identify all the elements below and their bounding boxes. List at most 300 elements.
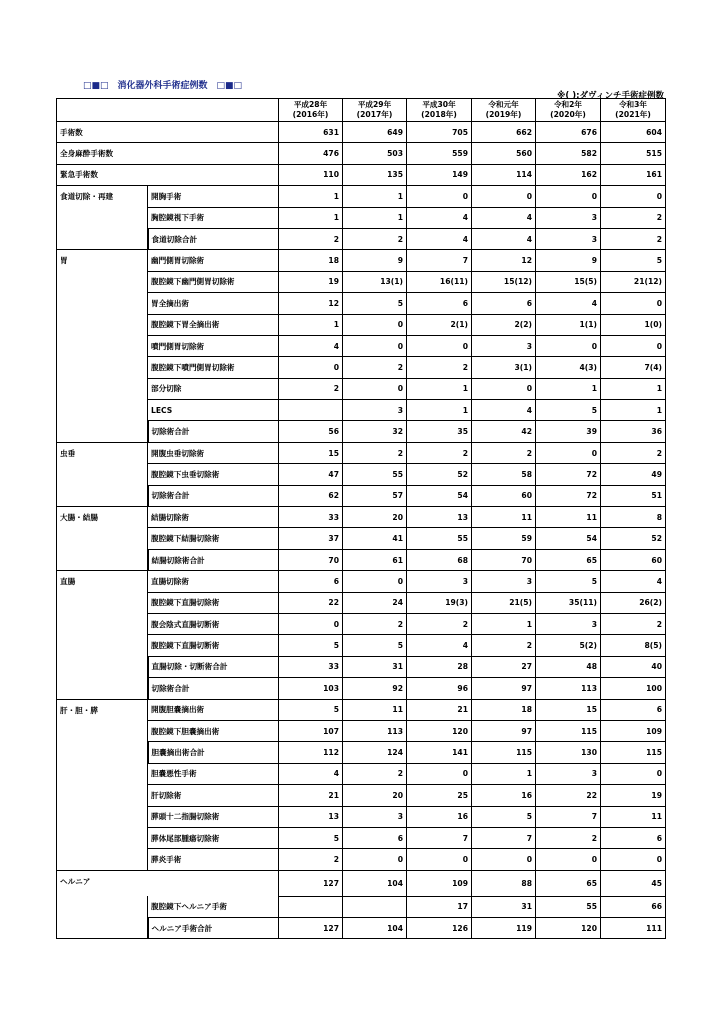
table-row bbox=[57, 293, 666, 314]
value-cell: 114 bbox=[472, 164, 536, 185]
value-cell: 2 bbox=[601, 228, 666, 249]
value-cell: 3 bbox=[536, 207, 601, 228]
item-label: 噴門側胃切除術 bbox=[148, 335, 279, 356]
value-cell: 66 bbox=[601, 896, 666, 917]
value-cell: 0 bbox=[601, 293, 666, 314]
year-era: 令和3年 bbox=[618, 99, 648, 109]
value-cell: 4 bbox=[407, 228, 472, 249]
item-label: 胃全摘出術 bbox=[148, 293, 279, 314]
value-cell: 135 bbox=[343, 164, 407, 185]
value-cell: 649 bbox=[343, 122, 407, 143]
value-cell: 5 bbox=[279, 827, 343, 848]
value-cell: 48 bbox=[536, 656, 601, 677]
value-cell: 162 bbox=[536, 164, 601, 185]
value-cell: 2 bbox=[407, 613, 472, 634]
value-cell: 559 bbox=[407, 143, 472, 164]
year-header bbox=[472, 99, 536, 122]
value-cell: 15(5) bbox=[536, 271, 601, 292]
value-cell: 6 bbox=[279, 571, 343, 592]
year-western: (2021年) bbox=[615, 110, 651, 119]
value-cell: 7 bbox=[472, 827, 536, 848]
item-label: 腹腔鏡下ヘルニア手術 bbox=[148, 896, 279, 917]
table-row bbox=[57, 485, 666, 506]
value-cell: 4 bbox=[601, 571, 666, 592]
value-cell: 2 bbox=[472, 442, 536, 463]
value-cell: 2 bbox=[601, 442, 666, 463]
year-header bbox=[343, 99, 407, 122]
value-cell: 60 bbox=[472, 485, 536, 506]
value-cell: 476 bbox=[279, 143, 343, 164]
table-row bbox=[57, 357, 666, 378]
value-cell: 72 bbox=[536, 464, 601, 485]
value-cell: 1 bbox=[601, 400, 666, 421]
value-cell: 55 bbox=[343, 464, 407, 485]
value-cell: 27 bbox=[472, 656, 536, 677]
table-row bbox=[57, 849, 666, 870]
page-title: □■□ 消化器外科手術症例数 □■□ bbox=[83, 81, 243, 91]
value-cell: 0 bbox=[407, 849, 472, 870]
item-label: 腹腔鏡下虫垂切除術 bbox=[148, 464, 279, 485]
value-cell: 2 bbox=[536, 827, 601, 848]
value-cell: 111 bbox=[601, 917, 666, 938]
value-cell: 4 bbox=[279, 763, 343, 784]
value-cell: 0 bbox=[601, 763, 666, 784]
value-cell: 662 bbox=[472, 122, 536, 143]
value-cell: 515 bbox=[601, 143, 666, 164]
value-cell: 21 bbox=[407, 699, 472, 720]
value-cell: 68 bbox=[407, 549, 472, 570]
item-label: 切除術合計 bbox=[148, 421, 279, 442]
value-cell: 96 bbox=[407, 678, 472, 699]
value-cell: 0 bbox=[407, 186, 472, 207]
surgery-count-table bbox=[56, 98, 666, 939]
value-cell: 58 bbox=[472, 464, 536, 485]
value-cell bbox=[279, 896, 343, 917]
value-cell: 3 bbox=[536, 228, 601, 249]
value-cell: 5 bbox=[601, 250, 666, 271]
value-cell: 127 bbox=[279, 917, 343, 938]
item-label: 腹腔鏡下直腸切除術 bbox=[148, 592, 279, 613]
item-label: 胆嚢摘出術合計 bbox=[148, 742, 279, 763]
year-western: (2020年) bbox=[550, 110, 586, 119]
value-cell: 4(3) bbox=[536, 357, 601, 378]
value-cell: 149 bbox=[407, 164, 472, 185]
year-era: 平成30年 bbox=[422, 99, 456, 109]
value-cell: 28 bbox=[407, 656, 472, 677]
row-label: 緊急手術数 bbox=[57, 164, 279, 185]
table-row bbox=[57, 720, 666, 741]
table-row bbox=[57, 896, 666, 917]
value-cell: 3 bbox=[472, 571, 536, 592]
value-cell: 36 bbox=[601, 421, 666, 442]
value-cell: 112 bbox=[279, 742, 343, 763]
group-label: 肝・胆・膵 bbox=[57, 699, 148, 870]
value-cell: 52 bbox=[407, 464, 472, 485]
table-row bbox=[57, 870, 666, 896]
value-cell: 25 bbox=[407, 785, 472, 806]
value-cell: 11 bbox=[343, 699, 407, 720]
value-cell: 2 bbox=[407, 357, 472, 378]
value-cell: 503 bbox=[343, 143, 407, 164]
value-cell: 26(2) bbox=[601, 592, 666, 613]
table-row bbox=[57, 699, 666, 720]
value-cell: 4 bbox=[407, 207, 472, 228]
value-cell: 3 bbox=[343, 806, 407, 827]
value-cell: 15(12) bbox=[472, 271, 536, 292]
table-row bbox=[57, 656, 666, 677]
table-row bbox=[57, 763, 666, 784]
header-blank bbox=[57, 99, 279, 122]
value-cell: 4 bbox=[472, 207, 536, 228]
value-cell: 51 bbox=[601, 485, 666, 506]
value-cell: 2 bbox=[343, 228, 407, 249]
value-cell: 0 bbox=[536, 849, 601, 870]
value-cell: 92 bbox=[343, 678, 407, 699]
value-cell: 88 bbox=[472, 870, 536, 896]
value-cell: 5 bbox=[343, 293, 407, 314]
value-cell: 0 bbox=[472, 186, 536, 207]
value-cell: 110 bbox=[279, 164, 343, 185]
value-cell: 4 bbox=[279, 335, 343, 356]
value-cell: 120 bbox=[536, 917, 601, 938]
item-label: 腹腔鏡下幽門側胃切除術 bbox=[148, 271, 279, 292]
value-cell: 0 bbox=[472, 378, 536, 399]
value-cell: 1 bbox=[601, 378, 666, 399]
value-cell: 1 bbox=[343, 207, 407, 228]
value-cell: 54 bbox=[407, 485, 472, 506]
item-label: 腹腔鏡下直腸切断術 bbox=[148, 635, 279, 656]
value-cell: 126 bbox=[407, 917, 472, 938]
item-label: 開腹胆嚢摘出術 bbox=[148, 699, 279, 720]
value-cell: 2 bbox=[279, 378, 343, 399]
table-row bbox=[57, 250, 666, 271]
value-cell: 21(12) bbox=[601, 271, 666, 292]
value-cell: 3 bbox=[536, 613, 601, 634]
value-cell: 70 bbox=[279, 549, 343, 570]
value-cell: 11 bbox=[601, 806, 666, 827]
item-label: 腹会陰式直腸切断術 bbox=[148, 613, 279, 634]
value-cell: 161 bbox=[601, 164, 666, 185]
value-cell: 2(2) bbox=[472, 314, 536, 335]
table-row bbox=[57, 271, 666, 292]
group-label: 大腸・結腸 bbox=[57, 507, 148, 571]
value-cell: 6 bbox=[407, 293, 472, 314]
table-row bbox=[57, 164, 666, 185]
table-row bbox=[57, 592, 666, 613]
value-cell: 11 bbox=[472, 507, 536, 528]
value-cell: 109 bbox=[407, 870, 472, 896]
value-cell: 15 bbox=[279, 442, 343, 463]
value-cell: 6 bbox=[601, 827, 666, 848]
year-western: (2019年) bbox=[485, 110, 522, 119]
value-cell: 1 bbox=[407, 378, 472, 399]
value-cell: 47 bbox=[279, 464, 343, 485]
value-cell: 4 bbox=[536, 293, 601, 314]
value-cell: 3 bbox=[536, 763, 601, 784]
value-cell: 2 bbox=[601, 613, 666, 634]
value-cell: 104 bbox=[343, 870, 407, 896]
value-cell: 109 bbox=[601, 720, 666, 741]
value-cell: 2 bbox=[343, 613, 407, 634]
table-row bbox=[57, 421, 666, 442]
value-cell: 120 bbox=[407, 720, 472, 741]
item-label: 切除術合計 bbox=[148, 678, 279, 699]
value-cell: 100 bbox=[601, 678, 666, 699]
value-cell: 12 bbox=[279, 293, 343, 314]
table-row bbox=[57, 228, 666, 249]
item-label: ヘルニア手術合計 bbox=[148, 917, 279, 938]
value-cell: 582 bbox=[536, 143, 601, 164]
value-cell: 2 bbox=[601, 207, 666, 228]
value-cell: 6 bbox=[601, 699, 666, 720]
year-header bbox=[279, 99, 343, 122]
value-cell: 11 bbox=[536, 507, 601, 528]
table-row bbox=[57, 143, 666, 164]
value-cell: 5 bbox=[279, 699, 343, 720]
item-label: 結腸切除術合計 bbox=[148, 549, 279, 570]
value-cell: 6 bbox=[343, 827, 407, 848]
value-cell: 0 bbox=[343, 335, 407, 356]
table-row bbox=[57, 378, 666, 399]
table-row bbox=[57, 442, 666, 463]
group-label: 胃 bbox=[57, 250, 148, 443]
item-label: 腹腔鏡下噴門側胃切除術 bbox=[148, 357, 279, 378]
value-cell: 8(5) bbox=[601, 635, 666, 656]
value-cell: 2 bbox=[343, 357, 407, 378]
value-cell: 21(5) bbox=[472, 592, 536, 613]
value-cell: 59 bbox=[472, 528, 536, 549]
year-era: 令和2年 bbox=[553, 99, 583, 109]
year-era: 平成28年 bbox=[293, 99, 328, 109]
value-cell: 3 bbox=[407, 571, 472, 592]
value-cell: 4 bbox=[472, 228, 536, 249]
value-cell: 1 bbox=[343, 186, 407, 207]
table-row bbox=[57, 742, 666, 763]
value-cell: 40 bbox=[601, 656, 666, 677]
value-cell: 45 bbox=[601, 870, 666, 896]
table-row bbox=[57, 528, 666, 549]
value-cell: 56 bbox=[279, 421, 343, 442]
davinci-note: ※( ):ダヴィンチ手術症例数 bbox=[557, 91, 664, 101]
value-cell: 16 bbox=[472, 785, 536, 806]
value-cell: 0 bbox=[343, 378, 407, 399]
value-cell: 5 bbox=[536, 571, 601, 592]
group-label: 直腸 bbox=[57, 571, 148, 699]
value-cell: 1 bbox=[472, 763, 536, 784]
value-cell: 130 bbox=[536, 742, 601, 763]
value-cell: 0 bbox=[601, 335, 666, 356]
item-label: 幽門側胃切除術 bbox=[148, 250, 279, 271]
row-label: 全身麻酔手術数 bbox=[57, 143, 279, 164]
value-cell: 42 bbox=[472, 421, 536, 442]
value-cell: 0 bbox=[536, 442, 601, 463]
item-label: 腹腔鏡下胃全摘出術 bbox=[148, 314, 279, 335]
value-cell: 54 bbox=[536, 528, 601, 549]
value-cell: 5 bbox=[279, 635, 343, 656]
value-cell: 0 bbox=[343, 571, 407, 592]
value-cell: 2(1) bbox=[407, 314, 472, 335]
item-label: LECS bbox=[148, 400, 279, 421]
table-row bbox=[57, 464, 666, 485]
value-cell: 1 bbox=[279, 207, 343, 228]
value-cell: 1(0) bbox=[601, 314, 666, 335]
value-cell: 1 bbox=[536, 378, 601, 399]
value-cell: 1 bbox=[279, 186, 343, 207]
value-cell: 97 bbox=[472, 720, 536, 741]
value-cell: 560 bbox=[472, 143, 536, 164]
value-cell: 0 bbox=[472, 849, 536, 870]
value-cell: 0 bbox=[407, 335, 472, 356]
value-cell: 115 bbox=[601, 742, 666, 763]
value-cell: 31 bbox=[343, 656, 407, 677]
table-row bbox=[57, 917, 666, 938]
value-cell: 55 bbox=[407, 528, 472, 549]
item-label: 膵炎手術 bbox=[148, 849, 279, 870]
table-row bbox=[57, 314, 666, 335]
value-cell: 20 bbox=[343, 785, 407, 806]
value-cell: 16 bbox=[407, 806, 472, 827]
value-cell: 127 bbox=[279, 870, 343, 896]
value-cell: 705 bbox=[407, 122, 472, 143]
table-row bbox=[57, 635, 666, 656]
table-row bbox=[57, 806, 666, 827]
table-header bbox=[57, 99, 666, 122]
year-era: 令和元年 bbox=[488, 99, 519, 109]
table-row bbox=[57, 827, 666, 848]
group-label: ヘルニア bbox=[57, 870, 279, 896]
item-label: 胸腔鏡視下手術 bbox=[148, 207, 279, 228]
value-cell: 3(1) bbox=[472, 357, 536, 378]
value-cell: 13 bbox=[279, 806, 343, 827]
table-body bbox=[57, 122, 666, 939]
value-cell: 5(2) bbox=[536, 635, 601, 656]
table-row bbox=[57, 400, 666, 421]
value-cell: 17 bbox=[407, 896, 472, 917]
table-row bbox=[57, 785, 666, 806]
value-cell: 115 bbox=[536, 720, 601, 741]
year-western: (2016年) bbox=[292, 110, 329, 119]
value-cell: 60 bbox=[601, 549, 666, 570]
value-cell: 107 bbox=[279, 720, 343, 741]
value-cell: 9 bbox=[536, 250, 601, 271]
table-row bbox=[57, 613, 666, 634]
value-cell: 19(3) bbox=[407, 592, 472, 613]
value-cell: 119 bbox=[472, 917, 536, 938]
value-cell: 13(1) bbox=[343, 271, 407, 292]
value-cell: 113 bbox=[536, 678, 601, 699]
year-western: (2017年) bbox=[356, 110, 393, 119]
value-cell: 2 bbox=[343, 763, 407, 784]
value-cell: 0 bbox=[601, 186, 666, 207]
item-label: 開胸手術 bbox=[148, 186, 279, 207]
value-cell: 72 bbox=[536, 485, 601, 506]
item-label: 腹腔鏡下結腸切除術 bbox=[148, 528, 279, 549]
value-cell: 3 bbox=[472, 335, 536, 356]
value-cell: 13 bbox=[407, 507, 472, 528]
value-cell: 16(11) bbox=[407, 271, 472, 292]
year-era: 平成29年 bbox=[357, 99, 392, 109]
value-cell: 35(11) bbox=[536, 592, 601, 613]
value-cell: 3 bbox=[343, 400, 407, 421]
value-cell: 2 bbox=[279, 228, 343, 249]
value-cell: 0 bbox=[601, 849, 666, 870]
value-cell: 18 bbox=[472, 699, 536, 720]
value-cell: 97 bbox=[472, 678, 536, 699]
value-cell: 676 bbox=[536, 122, 601, 143]
row-label: 手術数 bbox=[57, 122, 279, 143]
group-spacer bbox=[57, 896, 148, 939]
value-cell: 37 bbox=[279, 528, 343, 549]
value-cell: 0 bbox=[536, 335, 601, 356]
value-cell: 2 bbox=[343, 442, 407, 463]
item-label: 膵頭十二指腸切除術 bbox=[148, 806, 279, 827]
value-cell bbox=[343, 896, 407, 917]
table-row bbox=[57, 122, 666, 143]
value-cell: 19 bbox=[601, 785, 666, 806]
value-cell: 31 bbox=[472, 896, 536, 917]
value-cell: 70 bbox=[472, 549, 536, 570]
value-cell: 4 bbox=[472, 400, 536, 421]
group-label: 虫垂 bbox=[57, 442, 148, 506]
value-cell: 55 bbox=[536, 896, 601, 917]
value-cell: 113 bbox=[343, 720, 407, 741]
item-label: 膵体尾部腫瘍切除術 bbox=[148, 827, 279, 848]
value-cell bbox=[279, 400, 343, 421]
value-cell: 1(1) bbox=[536, 314, 601, 335]
value-cell: 9 bbox=[343, 250, 407, 271]
value-cell: 6 bbox=[472, 293, 536, 314]
value-cell: 1 bbox=[472, 613, 536, 634]
item-label: 結腸切除術 bbox=[148, 507, 279, 528]
value-cell: 19 bbox=[279, 271, 343, 292]
value-cell: 18 bbox=[279, 250, 343, 271]
value-cell: 5 bbox=[343, 635, 407, 656]
value-cell: 32 bbox=[343, 421, 407, 442]
year-western: (2018年) bbox=[421, 110, 457, 119]
value-cell: 5 bbox=[536, 400, 601, 421]
table-row bbox=[57, 678, 666, 699]
value-cell: 2 bbox=[407, 442, 472, 463]
item-label: 胆嚢悪性手術 bbox=[148, 763, 279, 784]
value-cell: 2 bbox=[472, 635, 536, 656]
value-cell: 7 bbox=[536, 806, 601, 827]
value-cell: 0 bbox=[343, 314, 407, 335]
value-cell: 0 bbox=[279, 613, 343, 634]
value-cell: 15 bbox=[536, 699, 601, 720]
value-cell: 7 bbox=[407, 250, 472, 271]
value-cell: 115 bbox=[472, 742, 536, 763]
table-row bbox=[57, 507, 666, 528]
item-label: 腹腔鏡下胆嚢摘出術 bbox=[148, 720, 279, 741]
value-cell: 0 bbox=[407, 763, 472, 784]
table-row bbox=[57, 335, 666, 356]
value-cell: 7 bbox=[407, 827, 472, 848]
value-cell: 61 bbox=[343, 549, 407, 570]
value-cell: 8 bbox=[601, 507, 666, 528]
item-label: 食道切除合計 bbox=[148, 228, 279, 249]
item-label: 直腸切除術 bbox=[148, 571, 279, 592]
value-cell: 24 bbox=[343, 592, 407, 613]
year-header bbox=[601, 99, 666, 122]
value-cell: 0 bbox=[279, 357, 343, 378]
value-cell: 41 bbox=[343, 528, 407, 549]
value-cell: 39 bbox=[536, 421, 601, 442]
value-cell: 65 bbox=[536, 870, 601, 896]
value-cell: 0 bbox=[536, 186, 601, 207]
value-cell: 103 bbox=[279, 678, 343, 699]
item-label: 切除術合計 bbox=[148, 485, 279, 506]
value-cell: 33 bbox=[279, 656, 343, 677]
